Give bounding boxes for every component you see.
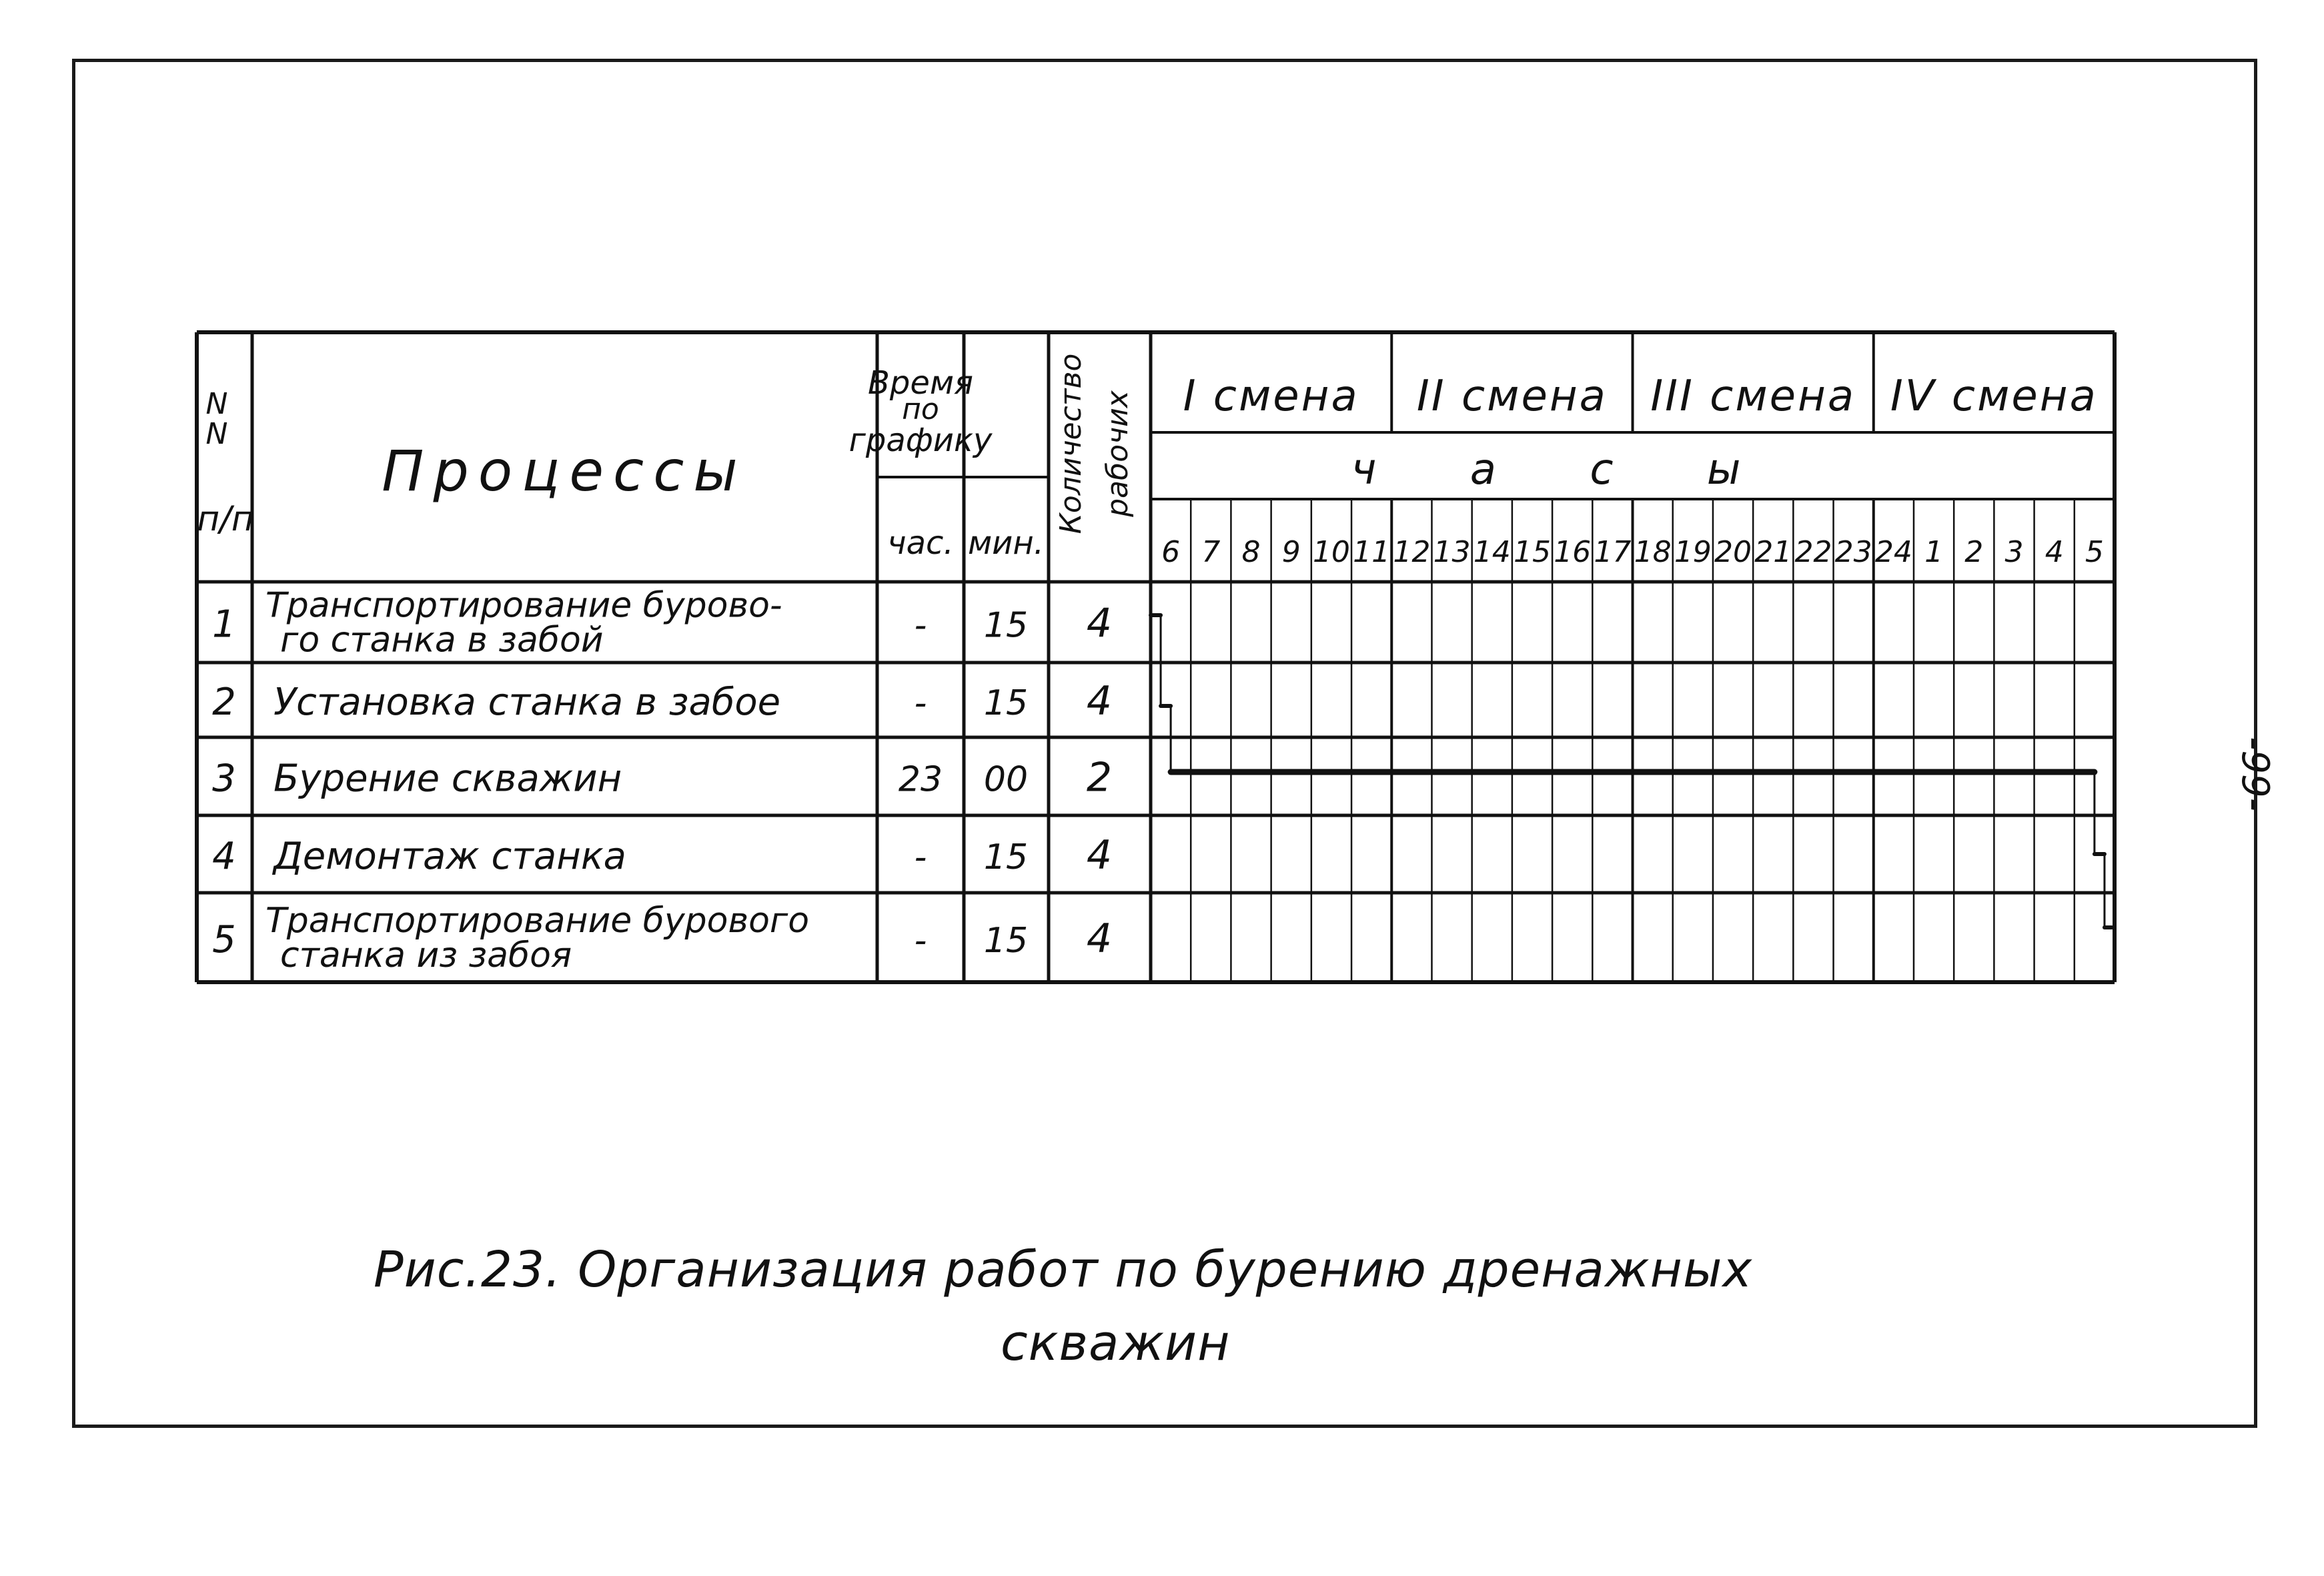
row-num: 5 xyxy=(212,918,236,961)
row-process: Бурение скважин xyxy=(273,757,622,801)
hour-tick-label: 19 xyxy=(1674,535,1712,569)
header-shift-3: III смена xyxy=(1650,372,1856,421)
hour-tick-label: 15 xyxy=(1513,535,1551,569)
row-hours: - xyxy=(914,683,927,723)
hour-tick-label: 21 xyxy=(1754,535,1792,569)
header-time-line3: графику xyxy=(848,422,993,459)
hour-tick-label: 11 xyxy=(1353,535,1391,569)
hour-tick-label: 2 xyxy=(1964,535,1984,569)
hour-tick-label: 20 xyxy=(1714,535,1752,569)
hour-tick-label: 14 xyxy=(1473,535,1511,569)
row-minutes: 15 xyxy=(983,921,1029,961)
hour-tick-label: 1 xyxy=(1924,535,1944,569)
row-process-line1: Транспортирование бурового xyxy=(265,901,810,941)
header-shift-1: I смена xyxy=(1183,372,1359,421)
hour-tick-label: 24 xyxy=(1874,535,1912,569)
row-process-line2: станка из забоя xyxy=(280,935,572,975)
row-num: 3 xyxy=(212,757,236,801)
row-hours: 23 xyxy=(898,759,943,800)
header-time-minutes: мин. xyxy=(967,524,1045,562)
row-workers: 4 xyxy=(1086,678,1113,725)
row-minutes: 15 xyxy=(983,605,1029,646)
hour-tick-label: 7 xyxy=(1201,535,1221,569)
row-process: Демонтаж станка xyxy=(273,835,626,878)
row-num: 1 xyxy=(212,603,236,647)
hour-tick-label: 6 xyxy=(1161,535,1181,569)
row-process-line2: го станка в забой xyxy=(280,620,604,661)
hour-tick-label: 23 xyxy=(1834,535,1872,569)
header-num-n2: N xyxy=(205,417,228,451)
hour-tick-label: 16 xyxy=(1554,535,1592,569)
row-hours: - xyxy=(914,921,927,961)
header-workers-line2: рабочих xyxy=(1101,390,1135,517)
hour-tick-label: 22 xyxy=(1794,535,1832,569)
figure-caption-line2: скважин xyxy=(1001,1314,1231,1372)
row-process: Установка станка в забое xyxy=(273,681,781,724)
header-workers-line1: Количество xyxy=(1054,353,1088,534)
header-time-hours: час. xyxy=(887,524,954,562)
row-minutes: 15 xyxy=(983,683,1029,723)
row-workers: 4 xyxy=(1086,600,1113,647)
hour-tick-label: 10 xyxy=(1312,535,1350,569)
hour-tick-label: 18 xyxy=(1634,535,1672,569)
row-minutes: 15 xyxy=(983,837,1029,877)
header-shift-4: IV смена xyxy=(1890,372,2098,421)
row-workers: 2 xyxy=(1086,754,1113,801)
header-time-line2: по xyxy=(902,392,939,426)
header-num-pp: п/п xyxy=(197,499,254,539)
header-shift-2: II смена xyxy=(1416,372,1608,421)
row-num: 2 xyxy=(212,681,236,724)
hour-tick-label: 9 xyxy=(1281,535,1301,569)
row-num: 4 xyxy=(212,835,236,878)
hour-tick-label: 12 xyxy=(1393,535,1431,569)
figure-caption-line1: Рис.23. Организация работ по бурению дренажных xyxy=(374,1241,1753,1298)
row-minutes: 00 xyxy=(983,759,1029,800)
header-hours-label: ч а с ы xyxy=(1351,445,1781,494)
hour-tick-label: 4 xyxy=(2045,535,2064,569)
row-process-line1: Транспортирование бурово- xyxy=(265,585,782,626)
row-workers: 4 xyxy=(1086,915,1113,962)
row-hours: - xyxy=(914,837,927,877)
header-num-n1: N xyxy=(205,387,228,421)
hour-tick-label: 17 xyxy=(1594,535,1632,569)
row-workers: 4 xyxy=(1086,832,1113,879)
hour-tick-label: 8 xyxy=(1241,535,1261,569)
row-hours: - xyxy=(914,605,927,646)
header-time-line1: Время xyxy=(867,364,974,402)
hour-tick-label: 3 xyxy=(2004,535,2024,569)
hour-tick-label: 13 xyxy=(1433,535,1471,569)
page-number: -99- xyxy=(2233,737,2277,811)
hour-tick-label: 5 xyxy=(2085,535,2104,569)
header-processes: Процессы xyxy=(382,438,747,504)
